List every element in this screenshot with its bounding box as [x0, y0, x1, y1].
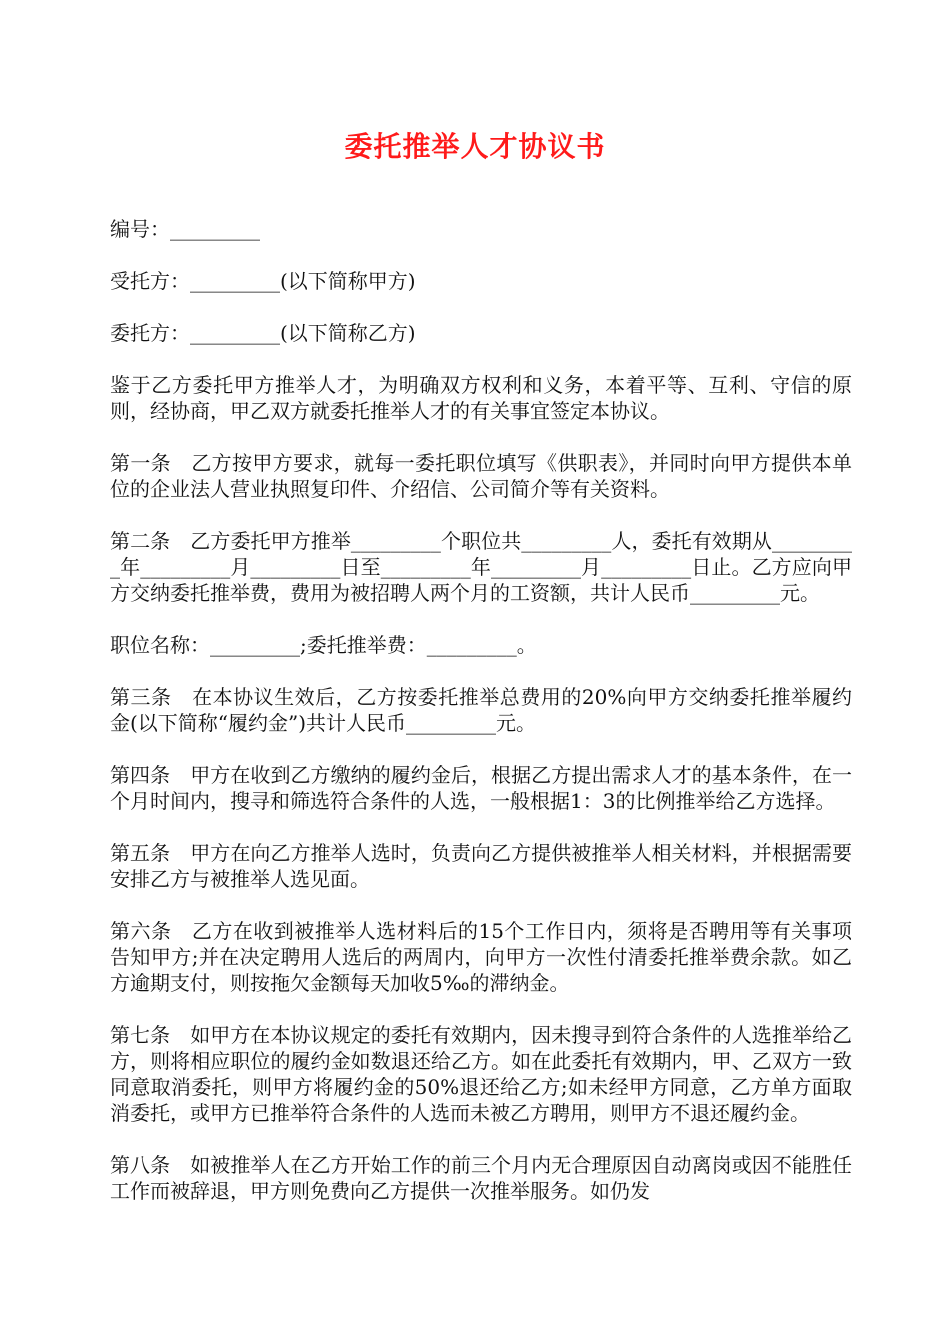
article-1: 第一条 乙方按甲方要求，就每一委托职位填写《供职表》，并同时向甲方提供本单位的企业法人营业执照复印件、介绍信、公司简介等有关资料。: [110, 451, 852, 501]
article-7: 第七条 如甲方在本协议规定的委托有效期内，因未搜寻到符合条件的人选推举给乙方，则将相应职位的履约金如数退还给乙方。如在此委托有效期内，甲、乙双方一致同意取消委托，则甲方将履约金的50%退还给乙方;如未经甲方同意，乙方单方面取消委托，或甲方已推举符合条件的人选而未被乙方聘用，则甲方不退还履约金。: [110, 1023, 852, 1125]
article-6: 第六条 乙方在收到被推举人选材料后的15个工作日内，须将是否聘用等有关事项告知甲方;并在决定聘用人选后的两周内，向甲方一次性付清委托推举费余款。如乙方逾期支付，则按拖欠金额每天加收5‰的滞纳金。: [110, 919, 852, 995]
article-3: 第三条 在本协议生效后，乙方按委托推举总费用的20%向甲方交纳委托推举履约金(以下简称“履约金”)共计人民币_________元。: [110, 685, 852, 735]
article-2: 第二条 乙方委托甲方推举_________个职位共_________人，委托有效期从_________年_________月_________日至_________年_________月_________日止。乙方应向甲方交纳委托推举费，费用为被招聘人两个月的工资额，共计人民币_________元。: [110, 529, 852, 605]
field-number: 编号：_________: [110, 217, 260, 241]
document-title: 委托推举人才协议书: [344, 130, 606, 163]
field-trustee: 受托方：_________(以下简称甲方): [110, 269, 416, 293]
article-5: 第五条 甲方在向乙方推举人选时，负责向乙方提供被推举人相关材料，并根据需要安排乙方与被推举人选见面。: [110, 841, 852, 891]
document-body: [110, 216, 852, 1230]
position-fee-line: 职位名称：_________;委托推举费：_________。: [110, 633, 537, 657]
article-8: 第八条 如被推举人在乙方开始工作的前三个月内无合理原因自动离岗或因不能胜任工作而被辞退，甲方则免费向乙方提供一次推举服务。如仍发: [110, 1153, 852, 1203]
preamble-paragraph: 鉴于乙方委托甲方推举人才，为明确双方权利和义务，本着平等、互利、守信的原则，经协商，甲乙双方就委托推举人才的有关事宜签定本协议。: [110, 373, 852, 423]
field-client: 委托方：_________(以下简称乙方): [110, 321, 416, 345]
article-4: 第四条 甲方在收到乙方缴纳的履约金后，根据乙方提出需求人才的基本条件，在一个月时间内，搜寻和筛选符合条件的人选，一般根据1：3的比例推举给乙方选择。: [110, 763, 852, 813]
